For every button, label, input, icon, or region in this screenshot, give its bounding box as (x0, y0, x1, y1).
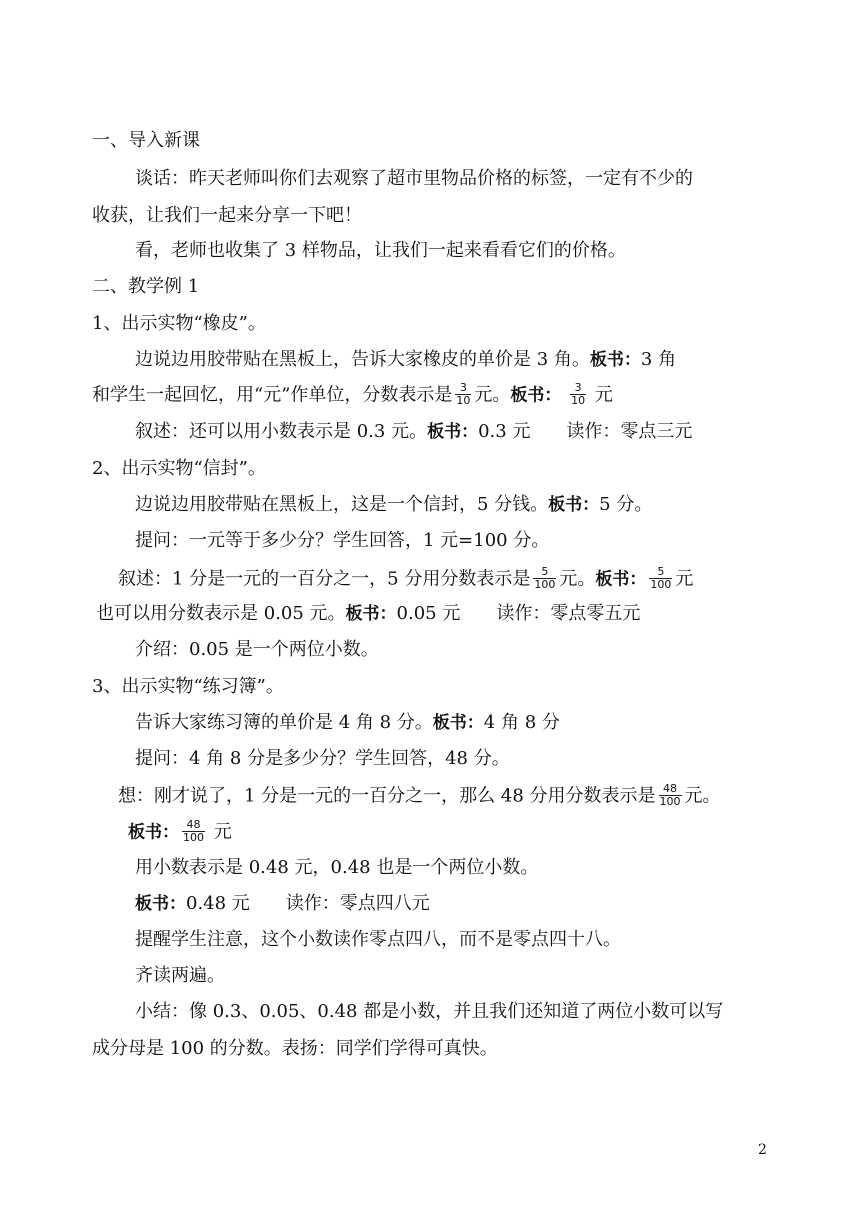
paragraph-line (92, 1038, 498, 1060)
paragraph-line (135, 530, 549, 552)
paragraph-line (135, 893, 430, 915)
paragraph-line (135, 1001, 723, 1023)
fraction-3-10: $\frac{3}{10}$ (456, 381, 471, 407)
paragraph-line (135, 965, 225, 987)
fraction-5-100: $\frac{5}{100}$ (534, 565, 556, 591)
fraction-3-10: $\frac{3}{10}$ (571, 381, 586, 407)
section-heading-2 (92, 276, 199, 298)
text: 收获，让我们一起来分享一下吧！ (92, 205, 362, 226)
text: 介绍：0.05 是一个两位小数。 (135, 639, 379, 660)
heading-text: 一、导入新课 (92, 130, 200, 151)
text: 看，老师也收集了 3 样物品，让我们一起来看看它们的价格。 (135, 240, 626, 261)
paragraph-line (135, 349, 676, 371)
board-label: 板书： (595, 569, 647, 590)
board-label: 板书： (589, 350, 641, 370)
subsection-heading-1 (92, 313, 266, 335)
paragraph-line (118, 784, 721, 809)
paragraph-line (92, 205, 362, 227)
text: 0.3 元 读作：零点三元 (478, 421, 693, 442)
text: 元 (594, 384, 613, 406)
paragraph-line (135, 240, 626, 262)
paragraph-line (135, 748, 510, 770)
section-heading-1 (92, 130, 200, 152)
subsection-heading-2 (92, 458, 266, 480)
paragraph-line (135, 639, 379, 661)
board-label: 板书： (345, 604, 397, 624)
heading-text: 3、出示实物“练习簿”。 (92, 676, 284, 697)
heading-text: 二、教学例 1 (92, 276, 200, 297)
fraction-5-100: $\frac{5}{100}$ (650, 565, 672, 591)
text: 成分母是 100 的分数。表扬：同学们学得可真快。 (92, 1038, 498, 1059)
text: 叙述：还可以用小数表示是 0.3 元。 (135, 421, 428, 442)
text: 0.05 元 读作：零点零五元 (396, 603, 641, 624)
text: 小结：像 0.3、0.05、0.48 都是小数，并且我们还知道了两位小数可以写 (135, 1001, 724, 1022)
paragraph-line (135, 857, 538, 879)
text: 也可以用分数表示是 0.05 元。 (96, 603, 346, 624)
text: 想：刚才说了，1 分是一元的一百分之一，那么 48 分用分数表示是 (118, 785, 656, 807)
text: 0.48 元 读作：零点四八元 (186, 893, 430, 914)
board-label: 板书： (432, 713, 484, 733)
text: 和学生一起回忆，用“元”作单位，分数表示是 (92, 384, 453, 406)
paragraph-line (96, 603, 640, 625)
text: 5 分。 (599, 494, 653, 515)
text: 元。 (684, 785, 721, 807)
paragraph-line (118, 567, 693, 592)
board-label: 板书： (135, 894, 186, 914)
text: 4 角 8 分 (483, 712, 560, 733)
text: 齐读两遍。 (135, 965, 225, 986)
text: 3 角 (640, 349, 677, 370)
heading-text: 1、出示实物“橡皮”。 (92, 313, 266, 334)
board-label: 板书： (548, 495, 600, 515)
text: 谈话：昨天老师叫你们去观察了超市里物品价格的标签，一定有不少的 (135, 168, 693, 189)
page-number: 2 (758, 1142, 767, 1158)
text: 元 (675, 568, 694, 590)
text: 元。 (559, 568, 596, 590)
paragraph-line (92, 383, 613, 408)
paragraph-line (135, 712, 560, 734)
paragraph-line (128, 820, 232, 845)
paragraph-line (135, 168, 693, 190)
text: 元。 (474, 384, 511, 406)
paragraph-line (135, 929, 621, 951)
paragraph-line (135, 494, 652, 516)
board-label: 板书： (510, 385, 562, 406)
heading-text: 2、出示实物“信封”。 (92, 458, 266, 479)
text: 用小数表示是 0.48 元，0.48 也是一个两位小数。 (135, 857, 539, 878)
board-label: 板书： (427, 422, 479, 442)
text: 提问：4 角 8 分是多少分？学生回答，48 分。 (135, 748, 510, 769)
text: 叙述：1 分是一元的一百分之一，5 分用分数表示是 (118, 568, 531, 590)
text: 提问：一元等于多少分？学生回答，1 元=100 分。 (135, 530, 550, 551)
text: 边说边用胶带贴在黑板上，这是一个信封，5 分钱。 (135, 494, 549, 515)
text: 提醒学生注意，这个小数读作零点四八，而不是零点四十八。 (135, 929, 621, 950)
paragraph-line (135, 421, 692, 443)
text: 告诉大家练习簿的单价是 4 角 8 分。 (135, 712, 433, 733)
board-label: 板书： (128, 822, 179, 843)
fraction-48-100: $\frac{48}{100}$ (183, 818, 204, 844)
fraction-48-100: $\frac{48}{100}$ (659, 782, 681, 808)
subsection-heading-3 (92, 676, 284, 698)
text: 元 (213, 821, 232, 843)
text: 边说边用胶带贴在黑板上，告诉大家橡皮的单价是 3 角。 (135, 349, 590, 370)
